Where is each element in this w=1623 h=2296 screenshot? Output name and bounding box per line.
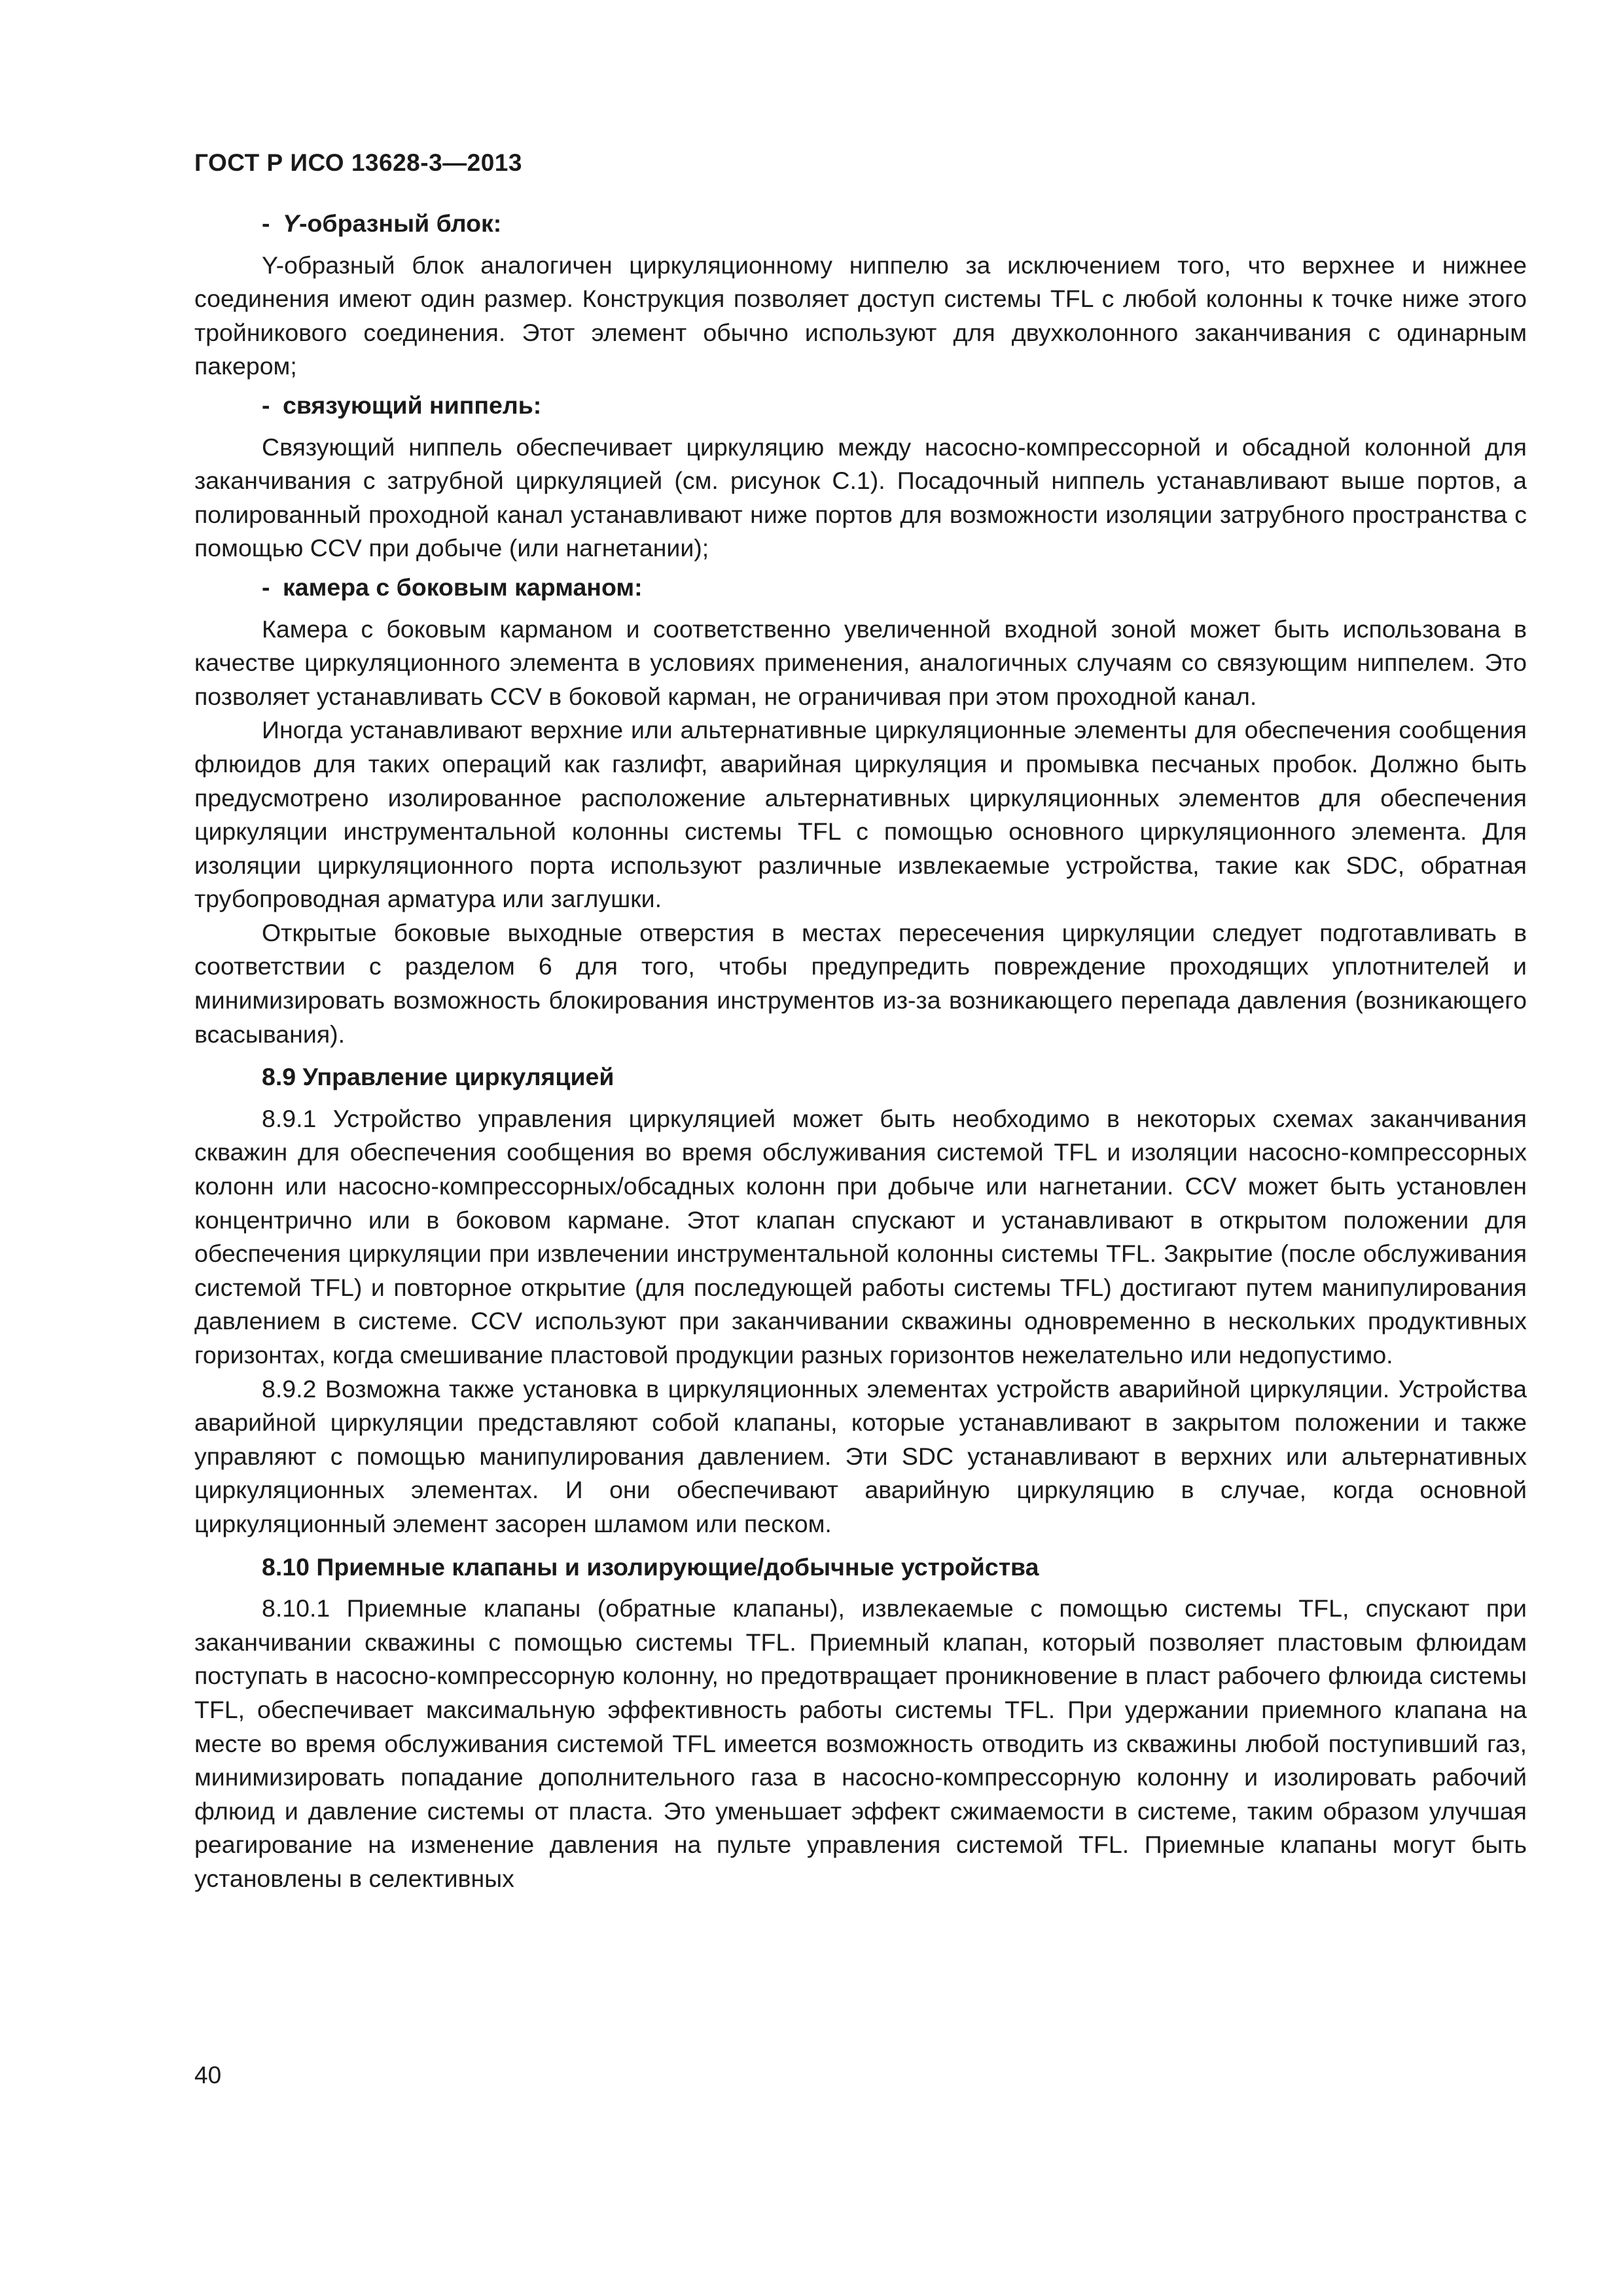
page-number: 40	[194, 2062, 222, 2089]
heading-letter: Y	[283, 209, 300, 237]
dash-marker: -	[262, 209, 270, 237]
item-heading-nipple	[194, 389, 1527, 423]
heading-text: -образный блок:	[299, 209, 502, 237]
page-content	[194, 202, 1527, 1896]
dash-marker: -	[262, 391, 270, 419]
dash-marker: -	[262, 573, 270, 601]
paragraph: 8.9.1 Устройство управления циркуляцией может быть необходимо в некоторых схемах заканчивания скважин для обеспечения сообщения во время обслуживания системой TFL и изоляции насосно-компрессорных колонн или насосно-компрессорных/обсадных колонн при добыче или нагнетании. CCV может быть установлен концентрично или в боковом кармане. Этот клапан спускают и устанавливают в открытом положении для обеспечения циркуляции при извлечении инструментальной колонны системы TFL. Закрытие (после обслуживания системой TFL) и повторное открытие (для последующей работы системы TFL) достигают путем манипулирования давлением в системе. CCV используют при заканчивании скважины одновременно в нескольких продуктивных горизонтах, когда смешивание пластовой продукции разных горизонтов нежелательно или недопустимо.	[194, 1104, 1527, 1369]
item-heading-y-block	[194, 207, 1527, 241]
section-heading-8-10: 8.10 Приемные клапаны и изолирующие/добычные устройства	[262, 1552, 1039, 1581]
paragraph: Камера с боковым карманом и соответственно увеличенной входной зоной может быть использована в качестве циркуляционного элемента в условиях применения, аналогичных случаям со связующим ниппелем. Это позволяет устанавливать CCV в боковой карман, не ограничивая при этом проходной канал.	[194, 615, 1527, 710]
paragraph: 8.10.1 Приемные клапаны (обратные клапаны), извлекаемые с помощью системы TFL, спускают при заканчивании скважины с помощью системы TFL. Приемный клапан, который позволяет пластовым флюидам поступать в насосно-компрессорную колонну, но предотвращает проникновение в пласт рабочего флюида системы TFL, обеспечивает максимальную эффективность работы системы TFL. При удержании приемного клапана на месте во время обслуживания системой TFL имеется возможность отводить из скважины любой поступивший газ, минимизировать попадание дополнительного газа в насосно-компрессорную колонну и изолировать рабочий флюид и давление системы от пласта. Это уменьшает эффект сжимаемости в системе, таким образом улучшая реагирование на изменение давления на пульте управления системой TFL. Приемные клапаны могут быть установлены в селективных	[194, 1594, 1527, 1892]
paragraph: Связующий ниппель обеспечивает циркуляцию между насосно-компрессорной и обсадной колонной для заканчивания с затрубной циркуляцией (см. рисунок С.1). Посадочный ниппель устанавливают выше портов, а полированный проходной канал устанавливают ниже портов для возможности изоляции затрубного пространства с помощью CCV при добыче (или нагнетании);	[194, 433, 1527, 562]
section-heading-8-9: 8.9 Управление циркуляцией	[262, 1063, 615, 1091]
paragraph: Открытые боковые выходные отверстия в местах пересечения циркуляции следует подготавливать в соответствии с разделом 6 для того, чтобы предупредить повреждение проходящих уплотнителей и минимизировать возможность блокирования инструментов из-за возникающего перепада давления (возникающего всасывания).	[194, 918, 1527, 1048]
heading-text: связующий ниппель:	[283, 391, 542, 419]
document-header: ГОСТ Р ИСО 13628-3—2013	[194, 149, 522, 176]
paragraph: 8.9.2 Возможна также установка в циркуляционных элементах устройств аварийной циркуляции. Устройства аварийной циркуляции представляют собой клапаны, которые устанавливают в закрытом положении и также управляют с помощью манипулирования давлением. Эти SDC устанавливают в верхних или альтернативных циркуляционных элементах. И они обеспечивают аварийную циркуляцию в случае, когда основной циркуляционный элемент засорен шламом или песком.	[194, 1374, 1527, 1537]
paragraph: Иногда устанавливают верхние или альтернативные циркуляционные элементы для обеспечения сообщения флюидов для таких операций как газлифт, аварийная циркуляция и промывка песчаных пробок. Должно быть предусмотрено изолированное расположение альтернативных циркуляционных элементов для обеспечения циркуляции инструментальной колонны системы TFL с помощью основного циркуляционного элемента. Для изоляции циркуляционного порта используют различные извлекаемые устройства, такие как SDC, обратная трубопроводная арматура или заглушки.	[194, 716, 1527, 913]
heading-text: камера с боковым карманом:	[283, 573, 643, 601]
paragraph: Y-образный блок аналогичен циркуляционному ниппелю за исключением того, что верхнее и нижнее соединения имеют один размер. Конструкция позволяет доступ системы TFL с любой колонны к точке ниже этого тройникового соединения. Этот элемент обычно используют для двухколонного заканчивания с одинарным пакером;	[194, 251, 1527, 380]
item-heading-chamber	[194, 571, 1527, 605]
